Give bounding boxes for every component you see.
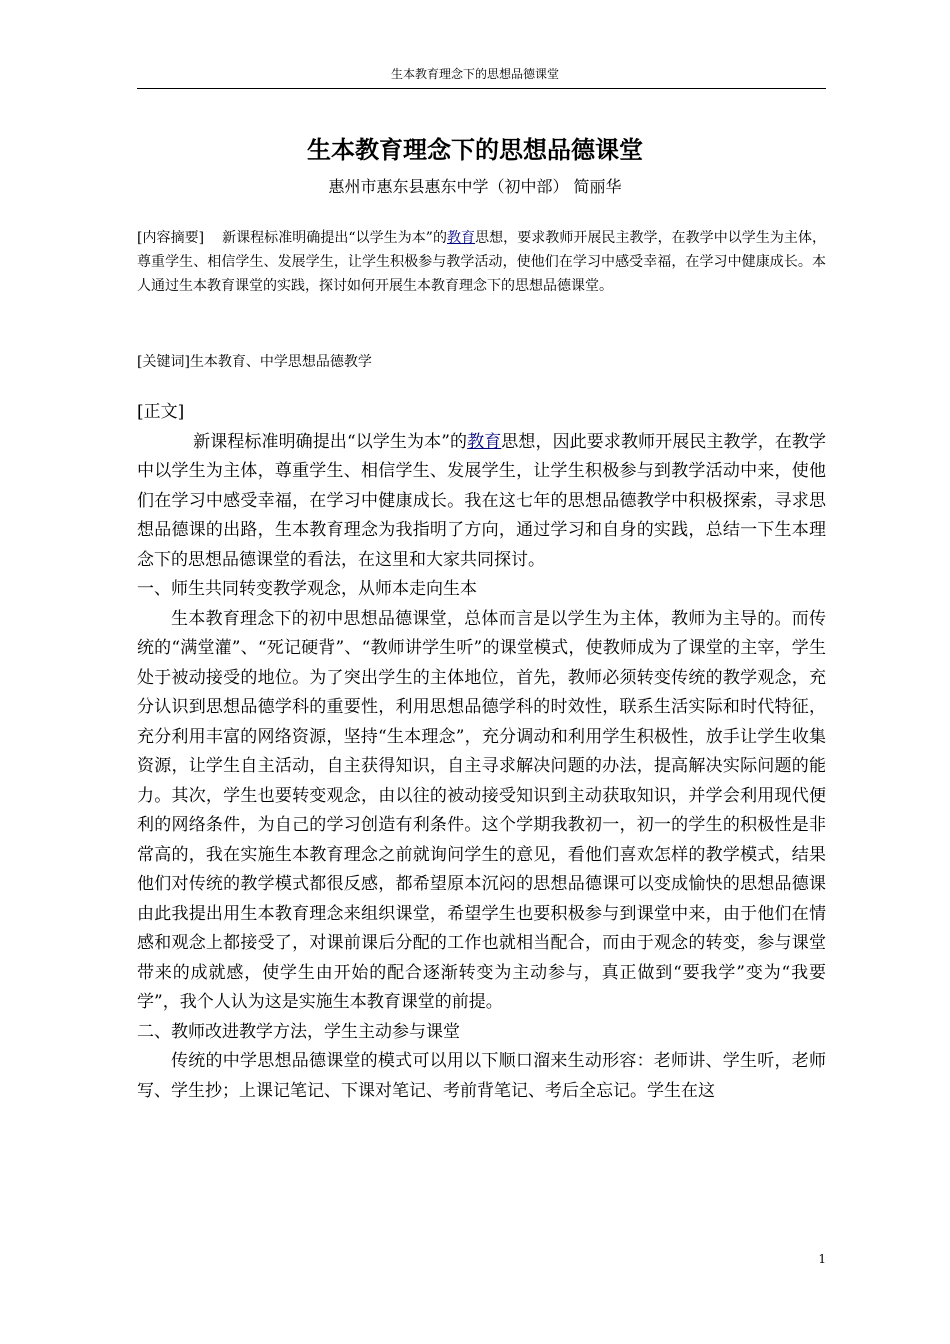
- abstract-education-link[interactable]: 教育: [447, 230, 476, 246]
- keywords-text: 生本教育、中学思想品德教学: [189, 354, 372, 370]
- paragraph-section-2: 传统的中学思想品德课堂的模式可以用以下顺口溜来生动形容：老师讲、学生听，老师写、学生抄；上课记笔记、下课对笔记、考前背笔记、考后全忘记。学生在这: [137, 1051, 826, 1101]
- author-line: 惠州市惠东县惠东中学（初中部） 简丽华: [328, 177, 622, 196]
- header-divider: [137, 88, 826, 89]
- running-header: 生本教育理念下的思想品德课堂: [390, 67, 559, 81]
- abstract-paragraph: [137, 226, 826, 298]
- page-number: 1: [818, 1252, 826, 1266]
- heading-section-2: 二、教师改进教学方法，学生主动参与课堂: [137, 1021, 460, 1042]
- section-label-main: [正文]: [137, 402, 185, 422]
- document-title: 生本教育理念下的思想品德课堂: [307, 135, 643, 164]
- intro-paragraph: [137, 428, 826, 576]
- heading-section-1: 一、师生共同转变教学观念，从师本走向生本: [137, 579, 477, 599]
- intro-text-start: 新课程标准明确提出“以学生为本”的: [193, 431, 468, 452]
- keywords-line: [137, 350, 826, 374]
- abstract-text-start: 新课程标准明确提出“以学生为本”的: [222, 230, 448, 246]
- main-body: [137, 398, 826, 1106]
- abstract-text-rest: 思想，要求教师开展民主教学，在教学中以学生为主体，尊重学生、相信学生、发展学生，让学生积极参与教学活动，使他们在学习中感受幸福，在学习中健康成长。本人通过生本教育课堂的实践，探讨如何开展生本教育理念下的思想品德课堂。: [137, 230, 826, 294]
- keywords-label: [关键词]: [137, 354, 190, 370]
- paragraph-section-1: 生本教育理念下的初中思想品德课堂，总体而言是以学生为主体，教师为主导的。而传统的“满堂灌”、“死记硬背”、“教师讲学生听”的课堂模式，使教师成为了课堂的主宰，学生处于被动接受的地位。为了突出学生的主体地位，首先，教师必须转变传统的教学观念，充分认识到思想品德学科的重要性，利用思想品德学科的时效性，联系生活实际和时代特征，充分利用丰富的网络资源，坚持“生本理念”，充分调动和利用学生积极性，放手让学生收集资源，让学生自主活动，自主获得知识，自主寻求解决问题的办法，提高解决实际问题的能力。其次，学生也要转变观念，由以往的被动接受知识到主动获取知识，并学会利用现代便利的网络条件，为自己的学习创造有利条件。这个学期我教初一，初一的学生的积极性是非常高的，我在实施生本教育理念之前就询问学生的意见，看他们喜欢怎样的教学模式，结果他们对传统的教学模式都很反感，都希望原本沉闷的思想品德课可以变成愉快的思想品德课由此我提出用生本教育理念来组织课堂，希望学生也要积极参与到课堂中来，由于他们在情感和观念上都接受了，对课前课后分配的工作也就相当配合，而由于观念的转变，参与课堂带来的成就感，使学生由开始的配合逐渐转变为主动参与，真正做到“要我学”变为“我要学”，我个人认为这是实施生本教育课堂的前提。: [137, 608, 826, 1012]
- intro-education-link[interactable]: 教育: [467, 431, 502, 452]
- intro-text-rest: 思想，因此要求教师开展民主教学，在教学中以学生为主体，尊重学生、相信学生、发展学生，让学生积极参与到教学活动中来，使他们在学习中感受幸福，在学习中健康成长。我在这七年的思想品德教学中积极探索，寻求思想品德课的出路，生本教育理念为我指明了方向，通过学习和自身的实践，总结一下生本理念下的思想品德课堂的看法，在这里和大家共同探讨。: [137, 431, 827, 570]
- abstract-label: [内容摘要]: [137, 230, 205, 246]
